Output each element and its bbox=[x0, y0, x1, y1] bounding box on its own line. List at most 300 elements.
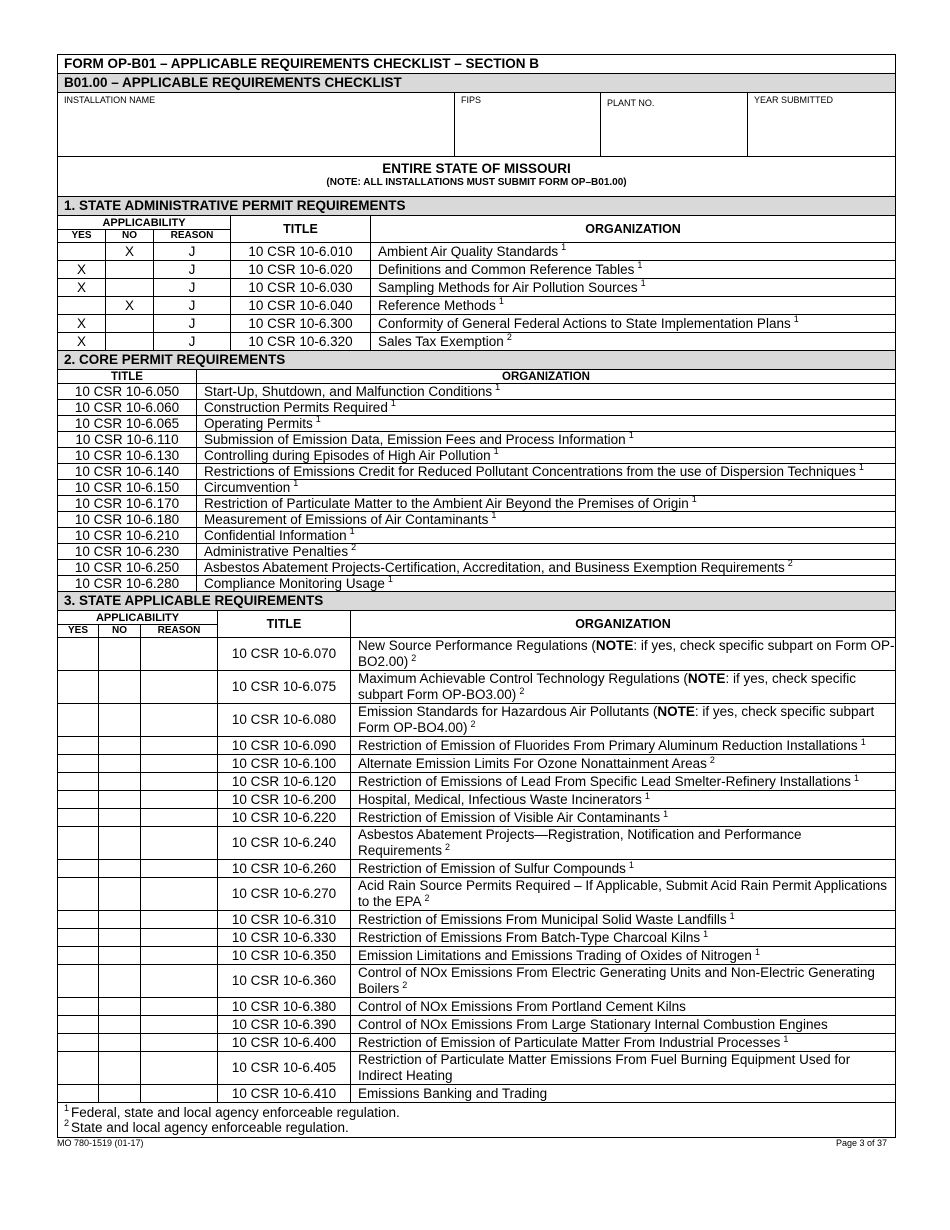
no-cell[interactable] bbox=[99, 791, 141, 809]
reason-cell[interactable] bbox=[141, 1034, 218, 1052]
table-row bbox=[58, 279, 896, 297]
yes-cell[interactable]: X bbox=[58, 279, 106, 297]
organization-cell bbox=[351, 1034, 896, 1052]
footnote-mark: 2 bbox=[506, 332, 512, 342]
scope-note: (NOTE: ALL INSTALLATIONS MUST SUBMIT FORM OP–B01.00) bbox=[326, 177, 627, 188]
table-row bbox=[58, 432, 896, 448]
footnote-mark: 1 bbox=[491, 511, 497, 520]
yes-cell[interactable] bbox=[58, 297, 106, 315]
reason-cell[interactable] bbox=[141, 1085, 218, 1103]
title-cell: 10 CSR 10-6.075 bbox=[218, 671, 351, 704]
reason-cell[interactable] bbox=[141, 965, 218, 998]
title-cell: 10 CSR 10-6.320 bbox=[231, 333, 371, 351]
no-cell[interactable] bbox=[106, 333, 154, 351]
organization-text: Restriction of Particulate Matter Emissions From Fuel Burning Equipment Used for Indirect Heating bbox=[358, 1052, 851, 1083]
organization-text: Conformity of General Federal Actions to State Implementation Plans bbox=[378, 316, 791, 331]
organization-text: Restriction of Emissions of Lead From Specific Lead Smelter-Refinery Installations bbox=[358, 773, 851, 789]
footnote-mark: 2 bbox=[470, 719, 476, 729]
title-header: TITLE bbox=[218, 611, 351, 638]
no-cell[interactable] bbox=[99, 1085, 141, 1103]
title-cell: 10 CSR 10-6.250 bbox=[58, 560, 197, 576]
title-cell: 10 CSR 10-6.150 bbox=[58, 480, 197, 496]
title-cell: 10 CSR 10-6.220 bbox=[218, 809, 351, 827]
no-cell[interactable] bbox=[99, 860, 141, 878]
no-cell[interactable] bbox=[99, 878, 141, 911]
organization-cell bbox=[197, 576, 896, 592]
yes-cell[interactable] bbox=[58, 671, 99, 704]
table-row bbox=[58, 671, 896, 704]
section-2-heading: 2. CORE PERMIT REQUIREMENTS bbox=[58, 351, 896, 370]
organization-cell bbox=[371, 297, 896, 315]
table-row bbox=[58, 512, 896, 528]
organization-cell bbox=[351, 638, 896, 671]
footnote-mark: 1 bbox=[729, 910, 735, 921]
reason-cell[interactable] bbox=[141, 947, 218, 965]
title-cell: 10 CSR 10-6.270 bbox=[218, 878, 351, 911]
reason-cell[interactable]: J bbox=[154, 333, 231, 351]
yes-cell[interactable]: X bbox=[58, 315, 106, 333]
reason-cell[interactable]: J bbox=[154, 279, 231, 297]
yes-cell[interactable] bbox=[58, 911, 99, 929]
organization-header: ORGANIZATION bbox=[371, 216, 896, 243]
table-row bbox=[58, 911, 896, 929]
organization-text: Construction Permits Required bbox=[204, 400, 388, 415]
organization-text: Circumvention bbox=[204, 480, 291, 495]
organization-text: Sampling Methods for Air Pollution Sources bbox=[378, 280, 638, 295]
yes-cell[interactable] bbox=[58, 947, 99, 965]
organization-cell bbox=[197, 448, 896, 464]
organization-text: Acid Rain Source Permits Required – If Applicable, Submit Acid Rain Permit Applications to the EPA bbox=[358, 878, 888, 909]
organization-cell bbox=[371, 315, 896, 333]
title-cell: 10 CSR 10-6.110 bbox=[58, 432, 197, 448]
table-row bbox=[58, 1052, 896, 1085]
title-cell: 10 CSR 10-6.405 bbox=[218, 1052, 351, 1085]
yes-cell[interactable] bbox=[58, 965, 99, 998]
footnote-mark: 1 bbox=[691, 495, 697, 504]
organization-text: Emission Standards for Hazardous Air Pollutants ( bbox=[358, 704, 658, 719]
table-row bbox=[58, 333, 896, 351]
note-label: NOTE bbox=[657, 704, 695, 719]
organization-text: Restriction of Emissions From Municipal Solid Waste Landfills bbox=[358, 911, 727, 927]
organization-cell bbox=[351, 1016, 896, 1034]
no-cell[interactable] bbox=[99, 737, 141, 755]
year-submitted-field[interactable] bbox=[748, 93, 896, 157]
title-cell: 10 CSR 10-6.170 bbox=[58, 496, 197, 512]
reason-cell[interactable] bbox=[141, 809, 218, 827]
installation-name-label: INSTALLATION NAME bbox=[64, 95, 156, 105]
reason-cell[interactable] bbox=[141, 911, 218, 929]
section-1-table bbox=[57, 196, 896, 351]
form-title: FORM OP-B01 – APPLICABLE REQUIREMENTS CHECKLIST – SECTION B bbox=[58, 55, 896, 74]
title-cell: 10 CSR 10-6.020 bbox=[231, 261, 371, 279]
organization-text: : if yes, check specific subpart Form OP-BO3.00) bbox=[358, 671, 856, 702]
table-row bbox=[58, 576, 896, 592]
no-cell[interactable] bbox=[99, 947, 141, 965]
organization-cell bbox=[351, 929, 896, 947]
organization-text: Restrictions of Emissions Credit for Reduced Pollutant Concentrations from the use of Dispersion Techniques bbox=[204, 464, 856, 479]
reason-cell[interactable] bbox=[141, 737, 218, 755]
organization-text: Emissions Banking and Trading bbox=[358, 1085, 548, 1101]
table-row bbox=[58, 297, 896, 315]
reason-header: REASON bbox=[154, 230, 231, 243]
yes-cell[interactable] bbox=[58, 755, 99, 773]
footnote-1: $^1$ Federal, state and local agency enforceable regulation. bbox=[64, 1103, 400, 1120]
table-row bbox=[58, 480, 896, 496]
yes-cell[interactable] bbox=[58, 704, 99, 737]
yes-cell[interactable] bbox=[58, 1034, 99, 1052]
organization-text: Control of NOx Emissions From Portland Cement Kilns bbox=[358, 998, 686, 1014]
checklist-form bbox=[57, 54, 895, 1138]
organization-header: ORGANIZATION bbox=[351, 611, 896, 638]
organization-text: Restriction of Emission of Sulfur Compounds bbox=[358, 860, 626, 876]
table-row bbox=[58, 704, 896, 737]
reason-cell[interactable] bbox=[141, 1016, 218, 1034]
organization-text: Reference Methods bbox=[378, 298, 496, 313]
title-cell: 10 CSR 10-6.040 bbox=[231, 297, 371, 315]
organization-cell bbox=[197, 400, 896, 416]
table-row bbox=[58, 809, 896, 827]
organization-cell bbox=[351, 998, 896, 1016]
organization-cell bbox=[371, 261, 896, 279]
organization-cell bbox=[351, 704, 896, 737]
title-header: TITLE bbox=[231, 216, 371, 243]
organization-cell bbox=[371, 279, 896, 297]
title-cell: 10 CSR 10-6.010 bbox=[231, 243, 371, 261]
organization-cell bbox=[371, 243, 896, 261]
no-cell[interactable] bbox=[99, 671, 141, 704]
no-cell[interactable] bbox=[106, 279, 154, 297]
organization-text: : if yes, check specific subpart Form OP-BO4.00) bbox=[358, 704, 875, 735]
organization-text: Administrative Penalties bbox=[204, 544, 349, 559]
title-cell: 10 CSR 10-6.120 bbox=[218, 773, 351, 791]
table-row bbox=[58, 638, 896, 671]
title-cell: 10 CSR 10-6.130 bbox=[58, 448, 197, 464]
table-row bbox=[58, 496, 896, 512]
footnote-mark: 1 bbox=[793, 314, 799, 324]
yes-cell[interactable] bbox=[58, 638, 99, 671]
plant-no-label: PLANT NO. bbox=[607, 98, 655, 108]
table-row bbox=[58, 384, 896, 400]
table-row bbox=[58, 827, 896, 860]
yes-cell[interactable] bbox=[58, 809, 99, 827]
footnote-mark: 1 bbox=[783, 1033, 789, 1044]
no-cell[interactable] bbox=[99, 755, 141, 773]
organization-text: Hospital, Medical, Infectious Waste Incinerators bbox=[358, 791, 642, 807]
footnote-mark: 1 bbox=[754, 946, 760, 957]
organization-header: ORGANIZATION bbox=[197, 370, 896, 384]
footnote-mark: 2 bbox=[402, 980, 408, 990]
organization-text: Restriction of Emission of Fluorides From Primary Aluminum Reduction Installations bbox=[358, 737, 858, 753]
footnote-mark: 1 bbox=[853, 772, 859, 783]
table-row bbox=[58, 464, 896, 480]
organization-text: Measurement of Emissions of Air Contaminants bbox=[204, 512, 489, 527]
organization-text: Alternate Emission Limits For Ozone Nonattainment Areas bbox=[358, 755, 707, 771]
title-cell: 10 CSR 10-6.180 bbox=[58, 512, 197, 528]
organization-cell bbox=[197, 512, 896, 528]
yes-cell[interactable] bbox=[58, 1016, 99, 1034]
organization-cell bbox=[197, 480, 896, 496]
organization-cell bbox=[197, 496, 896, 512]
table-row bbox=[58, 448, 896, 464]
organization-cell bbox=[351, 878, 896, 911]
no-cell[interactable] bbox=[99, 1016, 141, 1034]
organization-cell bbox=[371, 333, 896, 351]
footnote-mark: 1 bbox=[640, 278, 646, 288]
organization-cell bbox=[351, 671, 896, 704]
organization-cell bbox=[351, 773, 896, 791]
organization-cell bbox=[197, 464, 896, 480]
footnote-2: $^2$ State and local agency enforceable regulation. bbox=[64, 1118, 349, 1135]
title-cell: 10 CSR 10-6.065 bbox=[58, 416, 197, 432]
organization-text: Compliance Monitoring Usage bbox=[204, 576, 385, 591]
table-row bbox=[58, 261, 896, 279]
table-row bbox=[58, 560, 896, 576]
no-cell[interactable]: X bbox=[106, 243, 154, 261]
organization-text: New Source Performance Regulations ( bbox=[358, 638, 596, 653]
table-row bbox=[58, 860, 896, 878]
title-cell: 10 CSR 10-6.330 bbox=[218, 929, 351, 947]
yes-cell[interactable] bbox=[58, 243, 106, 261]
reason-cell[interactable] bbox=[141, 638, 218, 671]
title-cell: 10 CSR 10-6.260 bbox=[218, 860, 351, 878]
title-cell: 10 CSR 10-6.240 bbox=[218, 827, 351, 860]
title-cell: 10 CSR 10-6.230 bbox=[58, 544, 197, 560]
organization-cell bbox=[351, 965, 896, 998]
table-row bbox=[58, 755, 896, 773]
applicability-header: APPLICABILITY bbox=[58, 216, 231, 230]
organization-text: Restriction of Particulate Matter to the Ambient Air Beyond the Premises of Origin bbox=[204, 496, 689, 511]
section-2-table bbox=[57, 350, 896, 592]
organization-cell bbox=[351, 827, 896, 860]
yes-cell[interactable] bbox=[58, 1085, 99, 1103]
table-row bbox=[58, 791, 896, 809]
no-cell[interactable] bbox=[99, 1034, 141, 1052]
organization-cell bbox=[351, 737, 896, 755]
table-row bbox=[58, 947, 896, 965]
organization-text: Asbestos Abatement Projects—Registration, Notification and Performance Requirements bbox=[358, 827, 802, 858]
organization-text: Ambient Air Quality Standards bbox=[378, 244, 559, 259]
yes-cell[interactable] bbox=[58, 827, 99, 860]
no-header: NO bbox=[99, 625, 141, 638]
organization-cell bbox=[197, 384, 896, 400]
footnote-mark: 1 bbox=[387, 575, 393, 584]
title-cell: 10 CSR 10-6.030 bbox=[231, 279, 371, 297]
footnote-mark: 1 bbox=[860, 736, 866, 747]
yes-cell[interactable] bbox=[58, 773, 99, 791]
no-cell[interactable]: X bbox=[106, 297, 154, 315]
scope-banner bbox=[58, 157, 896, 197]
no-cell[interactable] bbox=[99, 827, 141, 860]
title-cell: 10 CSR 10-6.380 bbox=[218, 998, 351, 1016]
yes-cell[interactable]: X bbox=[58, 333, 106, 351]
organization-cell bbox=[197, 560, 896, 576]
form-subtitle: B01.00 – APPLICABLE REQUIREMENTS CHECKLIST bbox=[58, 74, 896, 93]
reason-cell[interactable] bbox=[141, 791, 218, 809]
title-cell: 10 CSR 10-6.360 bbox=[218, 965, 351, 998]
yes-cell[interactable] bbox=[58, 998, 99, 1016]
yes-cell[interactable] bbox=[58, 878, 99, 911]
title-header: TITLE bbox=[58, 370, 197, 384]
no-header: NO bbox=[106, 230, 154, 243]
table-row bbox=[58, 1016, 896, 1034]
title-cell: 10 CSR 10-6.050 bbox=[58, 384, 197, 400]
table-row bbox=[58, 1034, 896, 1052]
installation-name-field[interactable] bbox=[58, 93, 455, 157]
title-cell: 10 CSR 10-6.280 bbox=[58, 576, 197, 592]
organization-cell bbox=[197, 416, 896, 432]
year-submitted-label: YEAR SUBMITTED bbox=[754, 95, 834, 105]
footnotes bbox=[58, 1103, 896, 1138]
footnote-mark: 2 bbox=[424, 893, 430, 903]
footnote-mark: 1 bbox=[390, 399, 396, 408]
organization-cell bbox=[351, 947, 896, 965]
reason-cell[interactable] bbox=[141, 704, 218, 737]
reason-cell[interactable] bbox=[141, 998, 218, 1016]
page-number: Page 3 of 37 bbox=[835, 1138, 887, 1148]
organization-text: Asbestos Abatement Projects-Certification, Accreditation, and Business Exemption Requirements bbox=[204, 560, 785, 575]
organization-text: Sales Tax Exemption bbox=[378, 334, 504, 349]
footnote-mark: 1 bbox=[493, 447, 499, 456]
reason-cell[interactable] bbox=[141, 755, 218, 773]
no-cell[interactable] bbox=[99, 911, 141, 929]
footnote-mark: 1 bbox=[663, 808, 669, 819]
organization-cell bbox=[197, 528, 896, 544]
footnote-mark: 1 bbox=[858, 463, 864, 472]
reason-cell[interactable]: J bbox=[154, 315, 231, 333]
no-cell[interactable] bbox=[99, 773, 141, 791]
footnote-mark: 1 bbox=[628, 431, 634, 440]
reason-cell[interactable]: J bbox=[154, 243, 231, 261]
reason-cell[interactable] bbox=[141, 929, 218, 947]
table-row bbox=[58, 929, 896, 947]
table-row bbox=[58, 243, 896, 261]
organization-cell bbox=[197, 544, 896, 560]
title-cell: 10 CSR 10-6.090 bbox=[218, 737, 351, 755]
reason-cell[interactable] bbox=[141, 827, 218, 860]
organization-text: Submission of Emission Data, Emission Fees and Process Information bbox=[204, 432, 626, 447]
organization-cell bbox=[351, 1085, 896, 1103]
title-cell: 10 CSR 10-6.310 bbox=[218, 911, 351, 929]
title-cell: 10 CSR 10-6.080 bbox=[218, 704, 351, 737]
no-cell[interactable] bbox=[99, 1052, 141, 1085]
footnote-mark: 2 bbox=[351, 543, 357, 552]
footnote-mark: 2 bbox=[519, 686, 525, 696]
page-footer bbox=[57, 1138, 895, 1148]
yes-cell[interactable] bbox=[58, 737, 99, 755]
organization-text: Maximum Achievable Control Technology Regulations ( bbox=[358, 671, 688, 686]
footnote-mark: 2 bbox=[787, 559, 793, 568]
section-1-heading: 1. STATE ADMINISTRATIVE PERMIT REQUIREMENTS bbox=[58, 197, 896, 216]
organization-cell bbox=[351, 1052, 896, 1085]
yes-header: YES bbox=[58, 230, 106, 243]
organization-cell bbox=[351, 791, 896, 809]
organization-text: : if yes, check specific subpart on Form OP-BO2.00) bbox=[358, 638, 895, 669]
no-cell[interactable] bbox=[99, 809, 141, 827]
no-cell[interactable] bbox=[99, 965, 141, 998]
organization-text: Confidential Information bbox=[204, 528, 347, 543]
organization-cell bbox=[351, 755, 896, 773]
footnote-mark: 1 bbox=[349, 527, 355, 536]
reason-cell[interactable] bbox=[141, 773, 218, 791]
footnote-mark: 1 bbox=[495, 383, 501, 392]
yes-cell[interactable] bbox=[58, 860, 99, 878]
organization-text: Operating Permits bbox=[204, 416, 313, 431]
reason-cell[interactable] bbox=[141, 1052, 218, 1085]
organization-text: Restriction of Emission of Particulate Matter From Industrial Processes bbox=[358, 1034, 781, 1050]
fips-label: FIPS bbox=[461, 95, 482, 105]
footnote-mark: 1 bbox=[315, 415, 321, 424]
title-cell: 10 CSR 10-6.140 bbox=[58, 464, 197, 480]
reason-cell[interactable] bbox=[141, 671, 218, 704]
table-row bbox=[58, 773, 896, 791]
title-cell: 10 CSR 10-6.070 bbox=[218, 638, 351, 671]
footnote-mark: 2 bbox=[709, 754, 715, 765]
footnote-mark: 1 bbox=[637, 260, 643, 270]
no-cell[interactable] bbox=[106, 315, 154, 333]
yes-header: YES bbox=[58, 625, 99, 638]
title-cell: 10 CSR 10-6.300 bbox=[231, 315, 371, 333]
table-row bbox=[58, 400, 896, 416]
table-row bbox=[58, 315, 896, 333]
table-row bbox=[58, 878, 896, 911]
plant-no-field[interactable] bbox=[601, 93, 748, 157]
organization-text: Emission Limitations and Emissions Trading of Oxides of Nitrogen bbox=[358, 947, 752, 963]
title-cell: 10 CSR 10-6.210 bbox=[58, 528, 197, 544]
section-3-table bbox=[57, 591, 896, 1138]
organization-text: Definitions and Common Reference Tables bbox=[378, 262, 635, 277]
note-label: NOTE bbox=[595, 638, 634, 653]
title-cell: 10 CSR 10-6.400 bbox=[218, 1034, 351, 1052]
title-cell: 10 CSR 10-6.200 bbox=[218, 791, 351, 809]
no-cell[interactable] bbox=[99, 704, 141, 737]
organization-text: Start-Up, Shutdown, and Malfunction Conditions bbox=[204, 384, 493, 399]
no-cell[interactable] bbox=[106, 261, 154, 279]
footnote-mark: 1 bbox=[628, 859, 634, 870]
organization-cell bbox=[351, 911, 896, 929]
organization-text: Control of NOx Emissions From Electric Generating Units and Non-Electric Generating Boilers bbox=[358, 965, 875, 996]
no-cell[interactable] bbox=[99, 638, 141, 671]
no-cell[interactable] bbox=[99, 929, 141, 947]
organization-cell bbox=[197, 432, 896, 448]
reason-cell[interactable]: J bbox=[154, 297, 231, 315]
reason-cell[interactable] bbox=[141, 860, 218, 878]
reason-cell[interactable] bbox=[141, 878, 218, 911]
organization-text: Controlling during Episodes of High Air Pollution bbox=[204, 448, 491, 463]
yes-cell[interactable] bbox=[58, 791, 99, 809]
yes-cell[interactable] bbox=[58, 929, 99, 947]
yes-cell[interactable] bbox=[58, 1052, 99, 1085]
fips-field[interactable] bbox=[455, 93, 601, 157]
reason-cell[interactable]: J bbox=[154, 261, 231, 279]
table-row bbox=[58, 1085, 896, 1103]
footnote-mark: 1 bbox=[561, 242, 567, 252]
footnote-mark: 2 bbox=[445, 842, 451, 852]
footnote-mark: 1 bbox=[644, 790, 650, 801]
reason-header: REASON bbox=[141, 625, 218, 638]
title-cell: 10 CSR 10-6.100 bbox=[218, 755, 351, 773]
applicability-header: APPLICABILITY bbox=[58, 611, 218, 625]
organization-text: Restriction of Emissions From Batch-Type Charcoal Kilns bbox=[358, 929, 701, 945]
yes-cell[interactable]: X bbox=[58, 261, 106, 279]
footnote-mark: 1 bbox=[703, 928, 709, 939]
section-3-heading: 3. STATE APPLICABLE REQUIREMENTS bbox=[58, 592, 896, 611]
organization-cell bbox=[351, 860, 896, 878]
table-row bbox=[58, 528, 896, 544]
table-row bbox=[58, 965, 896, 998]
form-number: MO 780-1519 (01-17) bbox=[57, 1138, 144, 1148]
table-row bbox=[58, 998, 896, 1016]
no-cell[interactable] bbox=[99, 998, 141, 1016]
